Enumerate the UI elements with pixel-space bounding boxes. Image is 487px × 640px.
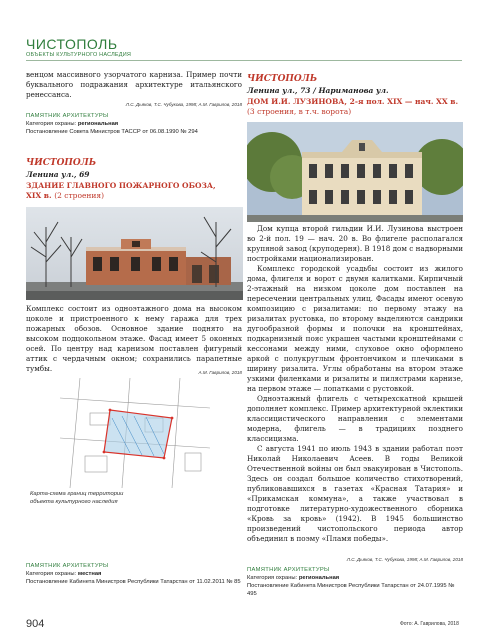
protection-block-1 [26, 112, 242, 136]
category-value: региональная [298, 575, 340, 581]
continuation-text: венцом массивного узорчатого карниза. Пример почти буквального подражания архитектуре итальянского ренессанса. [26, 70, 242, 99]
continuation-source: Л.С. Дьяков, Т.С. Чубукова, 1998; А.М. Гаврилов, 2018 [125, 102, 242, 107]
fire-station-photo [26, 207, 243, 300]
boundary-map [60, 378, 210, 488]
object-2-title-main: ДОМ И.И. ЛУЗИНОВА, [247, 97, 348, 106]
object-2-title-age: 2-я пол. XIX — нач. XX в. [349, 97, 459, 106]
page-number: 904 [26, 618, 45, 630]
object-2-city: ЧИСТОПОЛЬ [247, 74, 318, 84]
object-1-address: Ленина ул., 69 [26, 170, 90, 179]
decree-text: Постановление Совета Министров ТАССР от 06.08.1990 № 294 [26, 129, 198, 135]
map-caption-line-2: объекта культурного наследия [30, 499, 118, 505]
map-caption-line-1: Карта-схема границ территории [30, 491, 124, 497]
decree-text: Постановление Кабинета Министров Республики Татарстан от 11.02.2011 № 85 [26, 579, 241, 585]
category-value: местная [77, 571, 102, 577]
header-divider [26, 60, 462, 61]
object-2-paragraph-1: Дом купца второй гильдии И.И. Лузинова выстроен во 2-й пол. 19 — нач. 20 в. Во флигеле располагался крупяной завод (круподерня). В 1918 дом с надворными постройками национализирован. [247, 224, 463, 263]
object-2-history [247, 224, 463, 544]
category-value: региональная [77, 121, 119, 127]
monument-type: ПАМЯТНИК АРХИТЕКТУРЫ [26, 113, 109, 119]
category-label: Категория охраны: [247, 575, 298, 581]
photo-credit: Фото: А. Гаврилова, 2018 [400, 621, 459, 627]
object-1-title-main: ЗДАНИЕ ГЛАВНОГО ПОЖАРНОГО ОБОЗА, [26, 181, 216, 190]
object-1-description: Комплекс состоит из одноэтажного дома на высоком цоколе и пристроенного к нему гаража для трех пожарных обозов. Основное здание поднято на высоком подцокольном этаже. Фасад имеет 5 оконных осей. По центру над карнизом поставлен фигурный аттик с чердачным окном; сохранились парапетные тумбы. [26, 304, 242, 373]
object-1-title [26, 181, 242, 201]
object-2-paragraph-4: С августа 1941 по июль 1943 в здании работал поэт Николай Николаевич Асеев. В годы Великой Отечественной войны он был эвакуирован в Чистополь. Здесь он создал большое количество стихотворений, публиковавшихся в газетах «Красная Татария» и «Прикамская коммуна», а также участвовал в подготовке литературно-художественного сборника «Кровь за кровь» (1942). В 1945 большинство произведений чистопольского периода автор объединил в поэму «Пламя победы». [247, 444, 463, 543]
protection-block-3 [247, 566, 463, 598]
monument-type: ПАМЯТНИК АРХИТЕКТУРЫ [247, 567, 330, 573]
object-1-source: А.М. Гаврилов, 2018 [198, 370, 242, 375]
object-2-source: Л.С. Дьяков, Т.С. Чубукова, 1998; А.М. Гаврилов, 2018 [346, 557, 463, 562]
object-1-city: ЧИСТОПОЛЬ [26, 158, 97, 168]
object-2-paragraph-2: Комплекс городской усадьбы состоит из жилого дома, флигеля и ворот с двумя калитками. Кирпичный 2-этажный на низком цоколе дом поставлен на пересечении центральных улиц. Фасады имеют осевую композицию с ризалитами: по первому этажу на ризалитах рустовка, по второму выделяются сандрики дугообразной формы и полочки на кронштейнах, подкарнизный пояс украшен частыми кронштейнами с кессонами между ними, слуховое окно оформлено аркой с полукруглым фронтончиком и плечиками в ширину ризалита. Углы обработаны на втором этаже узкими филенками и ризалиты и пилястрами карнизе, на первом этаже — лопатками с рустовкой. [247, 264, 463, 393]
decree-text: Постановление Кабинета Министров Республики Татарстан от 24.07.1995 № 495 [247, 583, 455, 597]
map-caption [30, 490, 230, 506]
monument-type: ПАМЯТНИК АРХИТЕКТУРЫ [26, 563, 109, 569]
category-label: Категория охраны: [26, 571, 77, 577]
page-subtitle: ОБЪЕКТЫ КУЛЬТУРНОГО НАСЛЕДИЯ [26, 52, 132, 58]
luzinov-house-photo [247, 122, 463, 222]
object-2-address: Ленина ул., 73 / Нариманова ул. [247, 86, 389, 95]
protection-block-2 [26, 562, 242, 586]
object-1-title-rest: (2 строения) [54, 191, 105, 200]
object-2-title [247, 97, 463, 117]
object-2-title-rest: (3 строения, в т.ч. ворота) [247, 107, 352, 116]
object-1-title-age: XIX в. [26, 191, 52, 200]
category-label: Категория охраны: [26, 121, 77, 127]
page-title: ЧИСТОПОЛЬ [26, 36, 118, 52]
object-2-paragraph-3: Одноэтажный флигель с четырехскатной крышей дополняет комплекс. Пример архитектурной эклектики классицистического направления с элементами модерна, флигель — в традициях позднего классицизма. [247, 394, 463, 443]
